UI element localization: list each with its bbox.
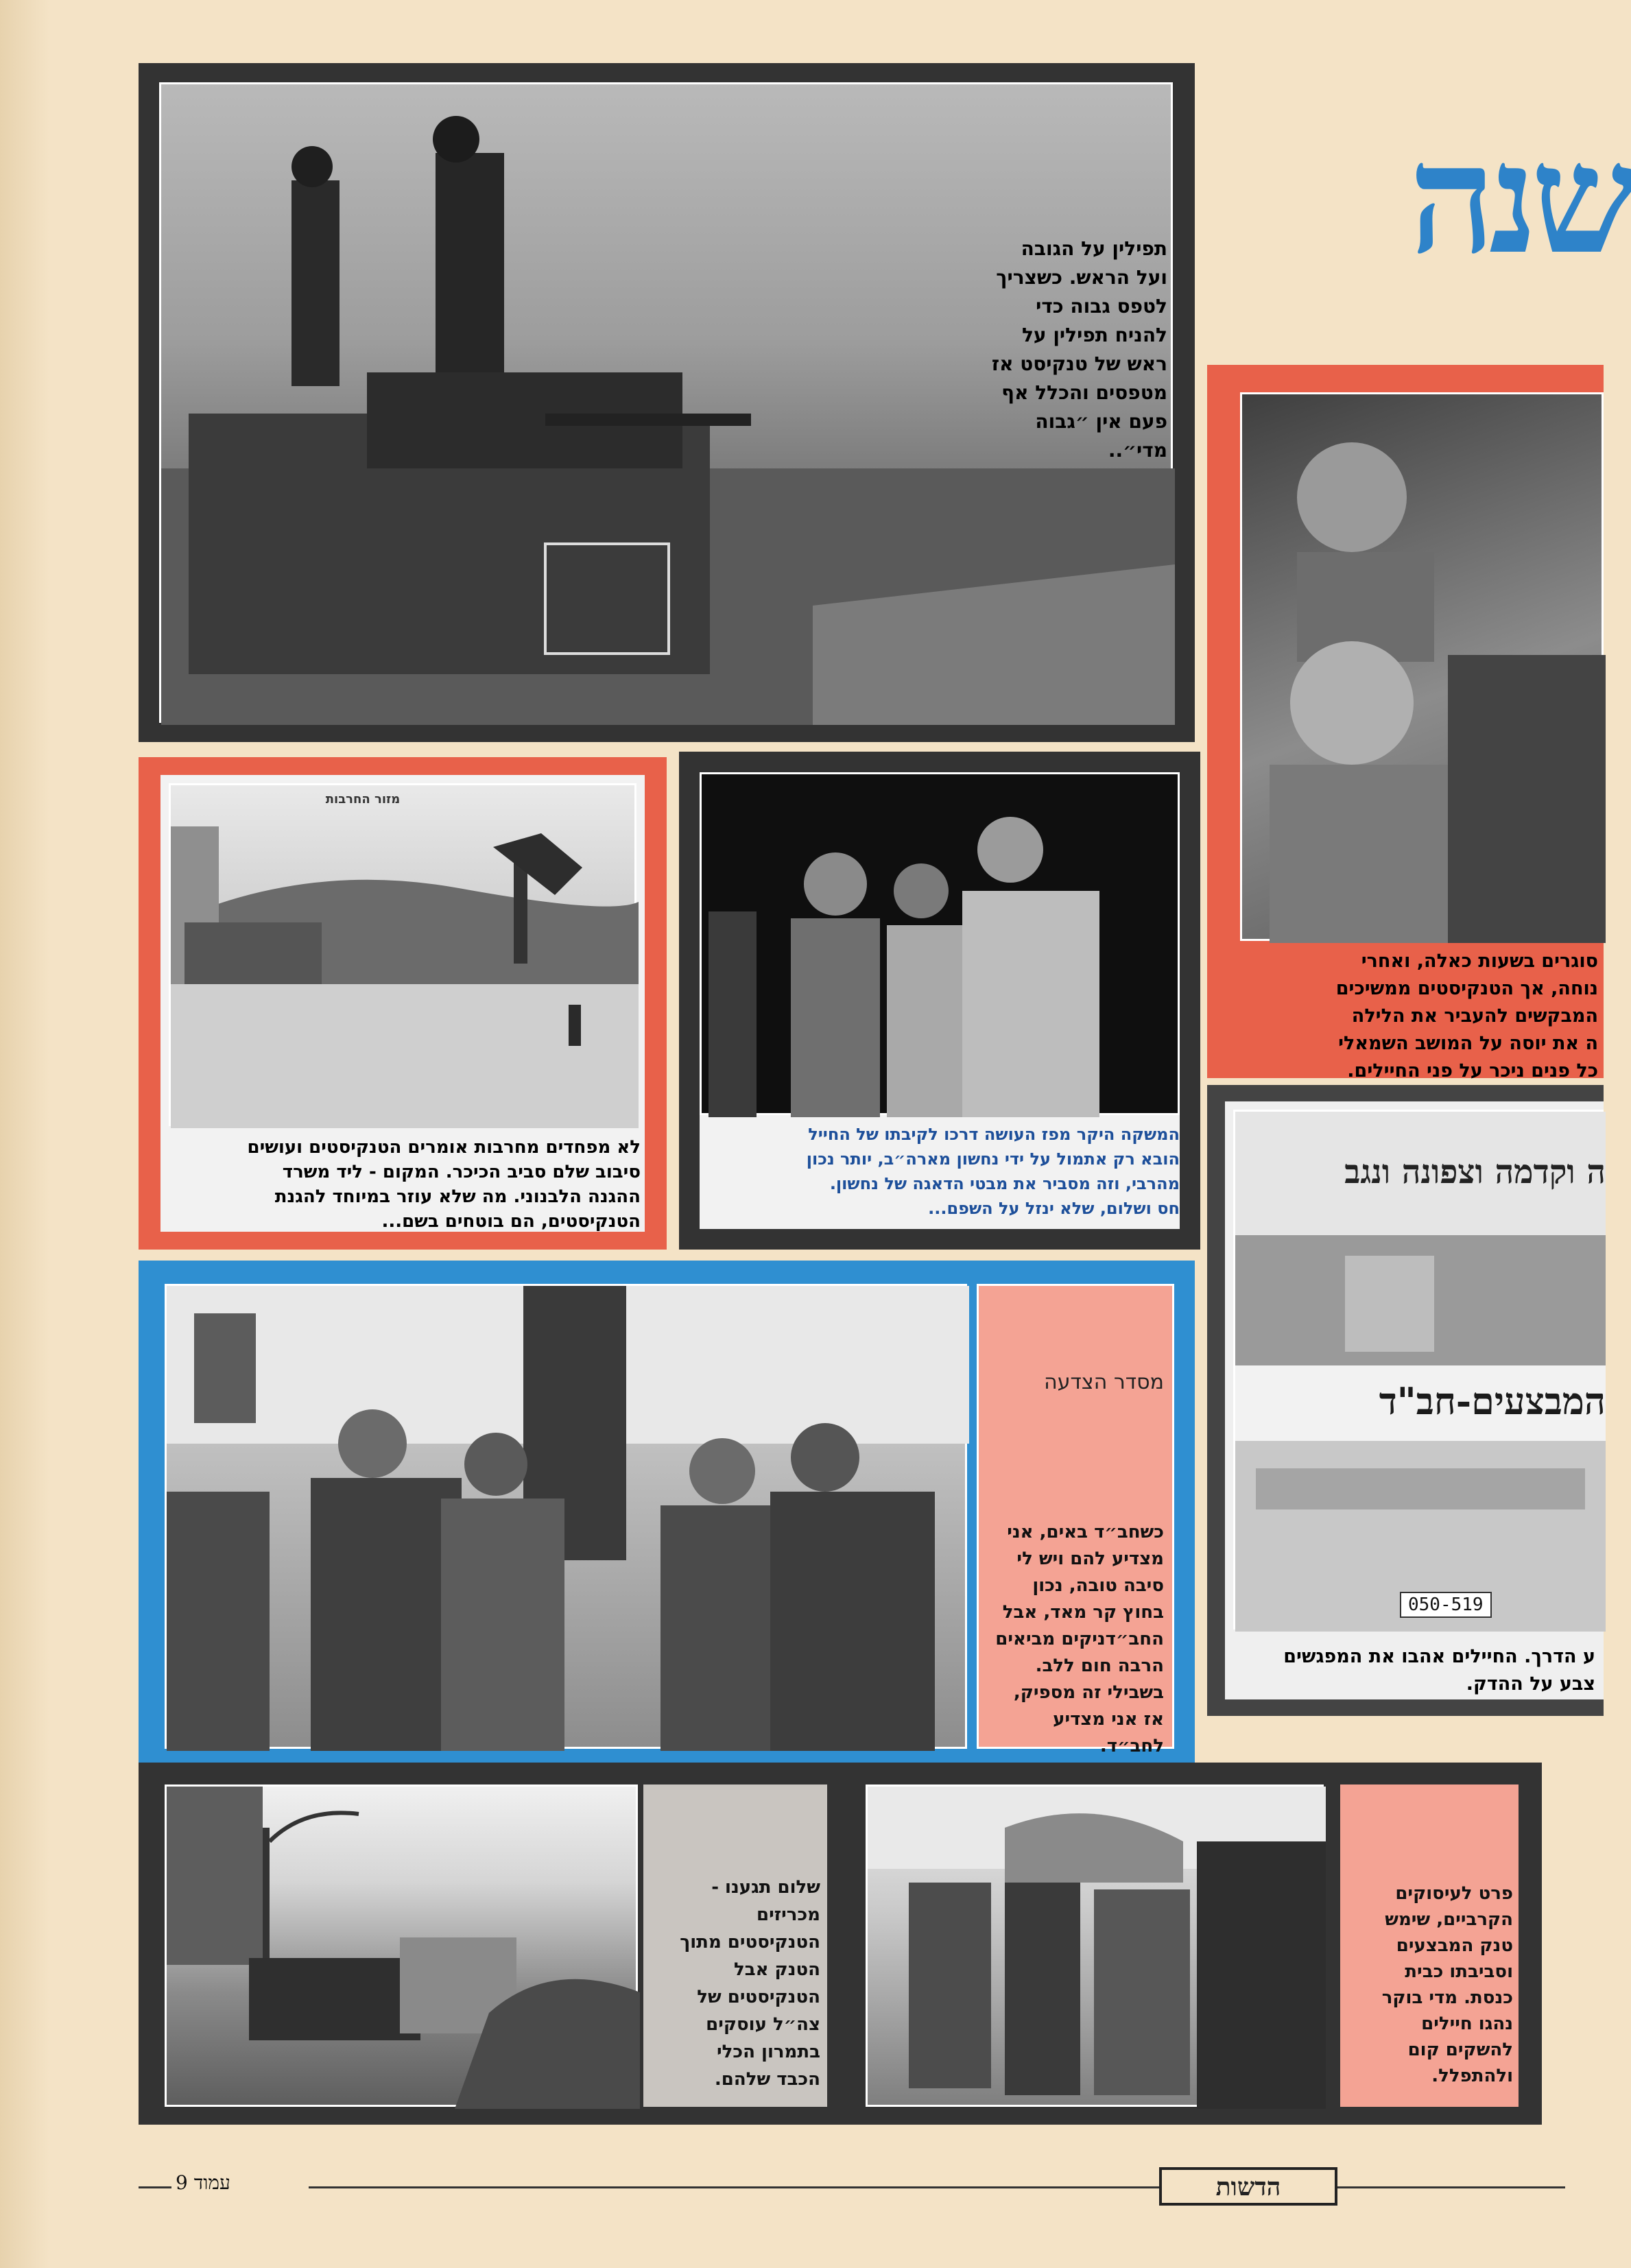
drink-frame: [679, 752, 1200, 1250]
prayer-frame-main: [845, 1763, 1542, 2125]
page-number: עמוד 9: [171, 2171, 309, 2195]
salute-scene: [167, 1286, 969, 1751]
bus-interior-caption: סוגרים בשעות כאלה, ואחרי נוחה, אך הטנקיסטים ממשיכים המבקשים להעביר את הלילה ה את יוסה על המושב השמאלי כל פנים ניכר על פני החיילים.: [1335, 951, 1598, 1082]
drink-caption: המשקה היקר מפז העושה דרכו לקיבתו של החייל הובא רק אתמול על ידי נחשון מארה״ב, יותר נכון מהרבי, וזה מסביר את מבטי הדאגה של נחשון. חס ושלום, שלא ינזל על השפם...: [806, 1125, 1180, 1218]
bus-interior-scene: [1242, 394, 1606, 943]
bus-exterior-caption: ע הדרך. החיילים אהבו את המפגשים צבע על ההדק.: [1283, 1646, 1595, 1695]
newspaper-logo-text: הדשות: [1215, 2173, 1281, 2201]
header-title-text: שנה: [1409, 110, 1631, 287]
bus-interior-photo: [1240, 392, 1604, 941]
tanks-photo: [165, 1784, 638, 2107]
bus-interior-frame: [1207, 365, 1604, 1082]
sword-square-frame: [139, 757, 667, 1250]
sword-square-scene: [171, 785, 639, 1128]
salute-frame: [139, 1261, 1195, 1768]
bus-exterior-photo: [1233, 1110, 1604, 1630]
prayer-scene: [868, 1787, 1326, 2109]
sword-square-caption: לא מפחדים מחרבות אומרים הטנקיסטים ועושים סיבוב שלם סביב הכיכר. המקום - ליד משרד ההגנה הלבנוני. מה שלא עוזר במיוחד להגנת הטנקיסטים, הם בוטחים בשם...: [247, 1137, 641, 1232]
tefillin-photo-frame: [139, 63, 1195, 742]
bus-exterior-inner: [1225, 1101, 1604, 1699]
bus-plate: 050-519: [1400, 1592, 1492, 1618]
bus-exterior-frame: [1207, 1085, 1604, 1716]
prayer-photo: [866, 1784, 1324, 2107]
salute-panel-title: מסדר הצדעה: [1044, 1370, 1164, 1394]
header-title: [1207, 110, 1631, 295]
drink-photo: [700, 772, 1180, 1115]
prayer-panel: [1340, 1784, 1519, 2107]
drink-scene: [702, 774, 1182, 1117]
salute-panel-text: כשחב״ד באים, אני מצדיע להם ויש לי סיבה טובה, נכון בחוץ קר מאד, אבל החב״דניקים מביאים הרבה חום ללב. בשבילי זה מספיק, אז אני מצדיע לחב״ד.: [995, 1522, 1164, 1756]
sword-square-sign: מזור החרבות: [325, 792, 401, 807]
tanks-scene: [167, 1787, 640, 2109]
sword-square-photo: [169, 783, 636, 1126]
tanks-frame: [139, 1763, 845, 2125]
footer-rule: [139, 2186, 1565, 2188]
sword-square-inner: [160, 775, 645, 1232]
page-binding-edge: [0, 0, 49, 2268]
bus-banner-text: ה וקדמה וצפונה ונגב: [1344, 1153, 1606, 1191]
newspaper-logo: [1159, 2167, 1337, 2206]
prayer-panel-text: פרט לעיסוקים הקרביים, שימש טנק המבצעים וסביבתו כבית כנסת. מדי בוקר נהגו חיילים להשקים קום ולהתפלל.: [1381, 1883, 1513, 2086]
tanks-panel-text: שלום תגענו - מכריזים הטנקיסטים מתוך הטנק אבל הטנקיסטים של צה״ל עוסקים בתמרון הכלי הכבד שלהם.: [680, 1877, 820, 2090]
salute-panel: [977, 1284, 1174, 1756]
drink-inner: [700, 772, 1180, 1229]
bus-side-text: המבצעים-חב"ד: [1379, 1379, 1606, 1423]
tanks-panel: [643, 1784, 827, 2107]
salute-photo: [165, 1284, 967, 1749]
tefillin-caption: תפילין על הגובה ועל הראש. כשצריך לטפס גבוה כדי להניח תפילין על ראש של טנקיסט אז מטפסים והכלל אף פעם אין ״גבוה מדי״..: [991, 237, 1167, 462]
